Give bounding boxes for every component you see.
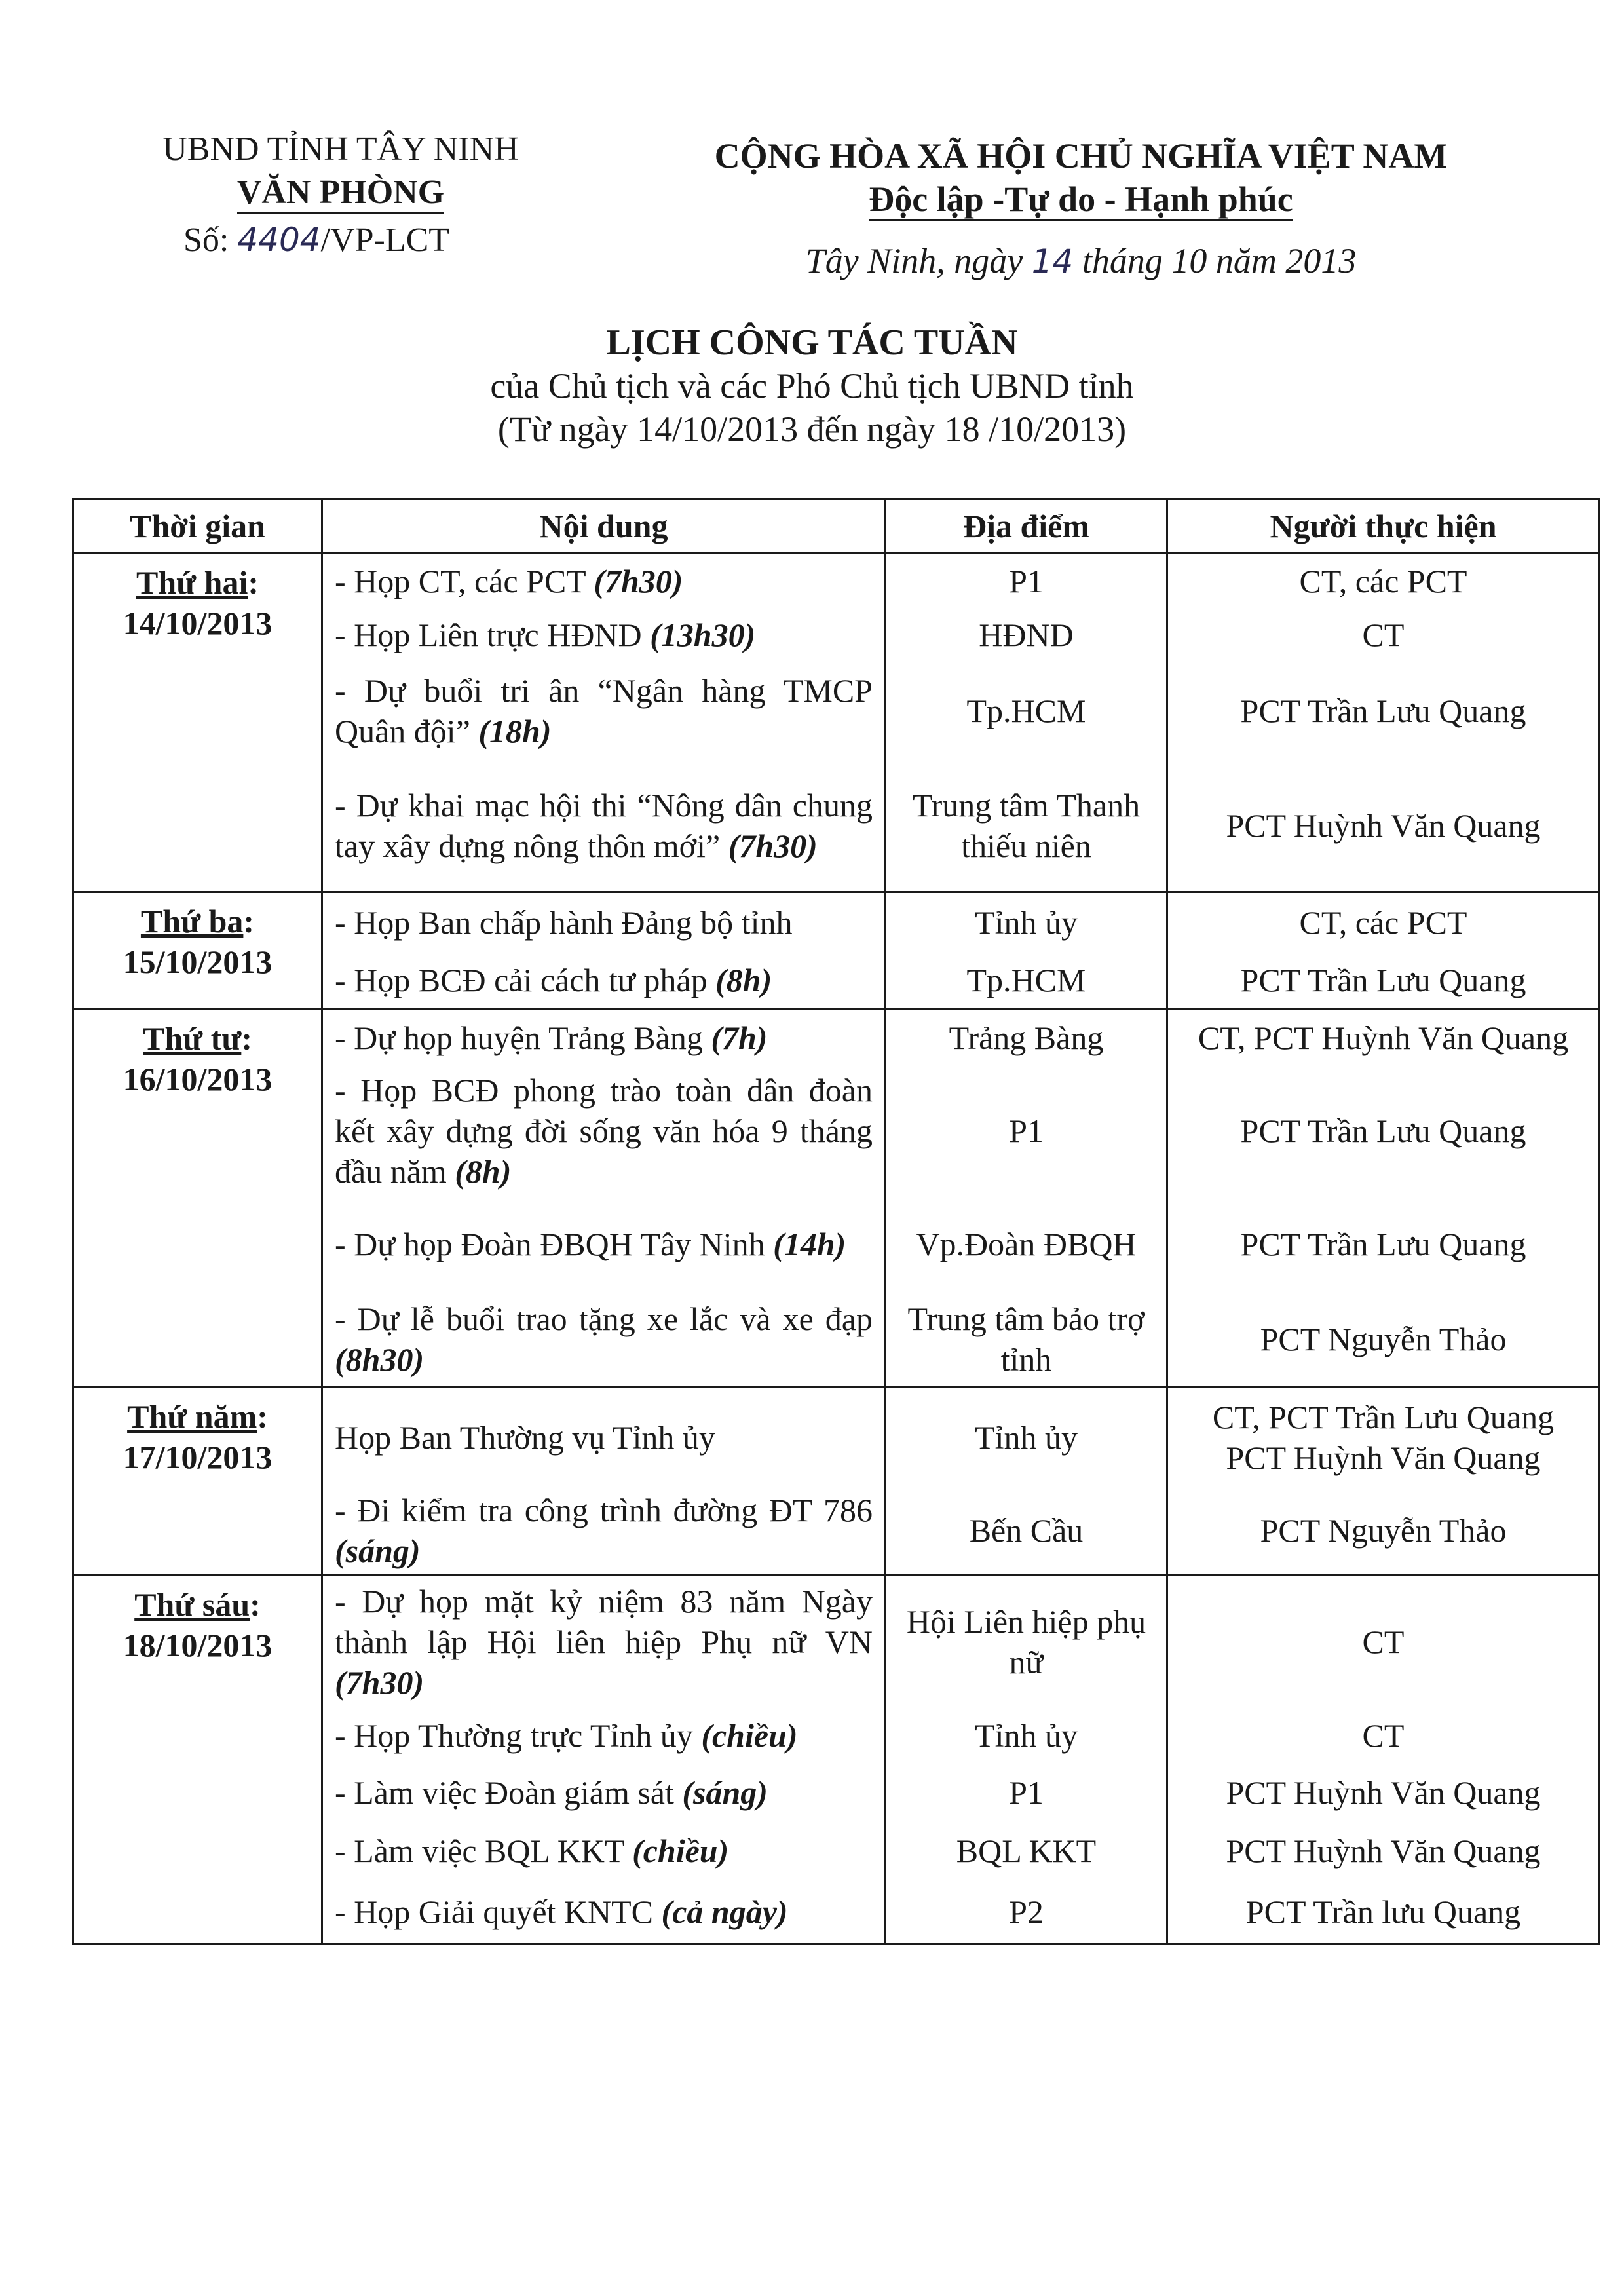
day-date: 18/10/2013: [123, 1627, 273, 1663]
title-block: [0, 321, 1624, 451]
schedule-item-place: Tỉnh ủy: [975, 1419, 1078, 1456]
item-text: - Làm việc BQL KKT (chiều): [335, 1832, 729, 1869]
item-time: (14h): [773, 1226, 846, 1262]
day-date: 15/10/2013: [123, 943, 273, 980]
schedule-item-place: Tp.HCM: [966, 962, 1086, 998]
schedule-item-content: [323, 1821, 884, 1880]
item-text: - Làm việc Đoàn giám sát (sáng): [335, 1774, 768, 1811]
day-cell: [73, 1010, 322, 1388]
schedule-item-place: Tỉnh ủy: [975, 1717, 1078, 1754]
content-cell: [322, 1576, 886, 1944]
item-time: (8h): [715, 962, 772, 998]
item-time: (sáng): [682, 1774, 768, 1811]
item-time: (18h): [478, 713, 552, 749]
schedule-item-person: PCT Nguyễn Thảo: [1260, 1321, 1507, 1357]
day-name-line: Thứ tư:: [143, 1020, 252, 1057]
schedule-item-place: Trung tâm Thanh thiếu niên: [912, 787, 1141, 864]
schedule-item-place: P1: [1009, 1774, 1044, 1811]
day-row: [73, 1010, 1600, 1388]
schedule-item-person: PCT Trần Lưu Quang: [1240, 692, 1526, 729]
schedule-item-content: [323, 1487, 884, 1574]
doc-no-suffix: /VP-LCT: [320, 221, 450, 259]
schedule-item-place: Tỉnh ủy: [975, 904, 1078, 941]
day-name: Thứ sáu: [134, 1586, 250, 1623]
country-name: CỘNG HÒA XÃ HỘI CHỦ NGHĨA VIỆT NAM: [714, 136, 1448, 176]
schedule-item-person: CT, các PCT: [1299, 563, 1467, 599]
item-time: (7h30): [728, 827, 818, 864]
schedule-item-content: [323, 1388, 884, 1487]
item-text: - Dự họp mặt kỷ niệm 83 năm Ngày thành lập Hội liên hiệp Phụ nữ VN (7h30): [335, 1583, 873, 1701]
item-text: - Đi kiểm tra công trình đường ĐT 786 (sáng): [335, 1492, 873, 1569]
schedule-body: [73, 554, 1600, 1944]
content-cell: [322, 1388, 886, 1576]
item-text: - Dự họp Đoàn ĐBQH Tây Ninh (14h): [335, 1226, 846, 1262]
schedule-item-place: Tp.HCM: [966, 692, 1086, 729]
col-header-person: Người thực hiện: [1167, 499, 1600, 554]
item-time: (8h): [455, 1153, 512, 1190]
schedule-item-person: PCT Huỳnh Văn Quang: [1226, 1774, 1541, 1811]
item-text: - Dự họp huyện Trảng Bàng (7h): [335, 1019, 768, 1056]
place-cell: [886, 1010, 1167, 1388]
day-row: [73, 1576, 1600, 1944]
item-text: - Dự lễ buổi trao tặng xe lắc và xe đạp (8h30): [335, 1300, 873, 1378]
schedule-item-place: Hội Liên hiệp phụ nữ: [906, 1603, 1146, 1680]
schedule-item-person: PCT Huỳnh Văn Quang: [1226, 807, 1541, 844]
issuer-block: [85, 128, 596, 262]
day-row: [73, 554, 1600, 892]
doc-no-handwritten: 4404: [237, 221, 321, 259]
schedule-item-place: Trảng Bàng: [949, 1019, 1104, 1056]
authority-name: UBND TỈNH TÂY NINH: [162, 130, 519, 168]
content-cell: [322, 554, 886, 892]
national-header: [675, 134, 1487, 283]
doc-no-prefix: Số:: [183, 221, 238, 259]
day-name-line: Thứ sáu:: [134, 1586, 261, 1623]
schedule-item-place: Trung tâm bảo trợ tỉnh: [907, 1300, 1145, 1378]
day-name-line: Thứ năm:: [127, 1398, 268, 1435]
place-cell: [886, 892, 1167, 1010]
schedule-item-person: CT: [1362, 1623, 1405, 1660]
schedule-item-person: CT, PCT Huỳnh Văn Quang: [1198, 1019, 1569, 1056]
person-cell: [1167, 892, 1600, 1010]
place-suffix: tháng 10 năm 2013: [1073, 241, 1357, 280]
schedule-item-place: P1: [1009, 1112, 1044, 1149]
schedule-item-person: PCT Huỳnh Văn Quang: [1226, 1832, 1541, 1869]
person-cell: [1167, 1010, 1600, 1388]
item-time: (chiều): [632, 1832, 729, 1869]
schedule-item-person: CT: [1362, 616, 1405, 653]
schedule-item-person: PCT Trần Lưu Quang: [1240, 962, 1526, 998]
schedule-item-person: CT: [1362, 1717, 1405, 1754]
document-subtitle: của Chủ tịch và các Phó Chủ tịch UBND tỉnh: [490, 366, 1134, 406]
day-name-line: Thứ ba:: [140, 903, 255, 939]
item-time: (sáng): [335, 1532, 421, 1569]
schedule-item-content: [323, 662, 884, 760]
content-cell: [322, 892, 886, 1010]
item-time: (7h): [711, 1019, 768, 1056]
day-row: [73, 892, 1600, 1010]
day-row: [73, 1388, 1600, 1576]
place-cell: [886, 1388, 1167, 1576]
schedule-item-person: PCT Trần lưu Quang: [1245, 1893, 1521, 1930]
schedule-item-content: [323, 1764, 884, 1821]
day-name: Thứ ba: [140, 903, 244, 939]
schedule-item-content: [323, 952, 884, 1008]
day-name-line: Thứ hai:: [136, 564, 259, 601]
day-date: 16/10/2013: [123, 1061, 273, 1097]
col-header-time: Thời gian: [73, 499, 322, 554]
day-name: Thứ năm: [127, 1398, 257, 1435]
document-number: [85, 218, 596, 262]
day-cell: [73, 1576, 322, 1944]
day-date: 14/10/2013: [123, 605, 273, 641]
day-cell: [73, 554, 322, 892]
place-prefix: Tây Ninh, ngày: [805, 241, 1032, 280]
schedule-item-content: [323, 893, 884, 952]
person-cell: [1167, 1576, 1600, 1944]
item-text: - Họp BCĐ cải cách tư pháp (8h): [335, 962, 772, 998]
schedule-item-person: PCT Trần Lưu Quang: [1240, 1112, 1526, 1149]
schedule-table: [72, 498, 1600, 1945]
item-text: - Họp BCĐ phong trào toàn dân đoàn kết xây dựng đời sống văn hóa 9 tháng đầu năm (8h): [335, 1072, 873, 1190]
schedule-item-content: [323, 1880, 884, 1943]
item-text: - Họp Thường trực Tỉnh ủy (chiều): [335, 1717, 798, 1754]
person-cell: [1167, 554, 1600, 892]
schedule-item-content: [323, 1707, 884, 1764]
item-text: - Dự buổi tri ân “Ngân hàng TMCP Quân đội” (18h): [335, 672, 873, 749]
schedule-item-content: [323, 1292, 884, 1386]
day-handwritten: 14: [1031, 242, 1074, 280]
schedule-item-place: BQL KKT: [956, 1832, 1097, 1869]
schedule-item-content: [323, 1010, 884, 1065]
schedule-item-content: [323, 554, 884, 608]
place-date: [675, 239, 1487, 283]
item-time: (7h30): [594, 563, 683, 599]
schedule-item-content: [323, 1196, 884, 1292]
col-header-place: Địa điểm: [886, 499, 1167, 554]
item-time: (8h30): [335, 1341, 425, 1378]
item-text: - Họp Liên trực HĐND (13h30): [335, 616, 756, 653]
schedule-item-content: [323, 608, 884, 662]
item-time: (7h30): [335, 1664, 425, 1701]
day-cell: [73, 892, 322, 1010]
item-time: (cả ngày): [661, 1893, 788, 1930]
item-text: - Dự khai mạc hội thi “Nông dân chung tay xây dựng nông thôn mới” (7h30): [335, 787, 873, 864]
item-text: - Họp Ban chấp hành Đảng bộ tỉnh: [335, 904, 793, 941]
place-cell: [886, 1576, 1167, 1944]
table-header-row: [73, 499, 1600, 554]
schedule-item-place: Vp.Đoàn ĐBQH: [916, 1226, 1137, 1262]
day-cell: [73, 1388, 322, 1576]
col-header-content: Nội dung: [322, 499, 886, 554]
schedule-item-content: [323, 760, 884, 891]
schedule-item-place: P2: [1009, 1893, 1044, 1930]
date-range: (Từ ngày 14/10/2013 đến ngày 18 /10/2013): [497, 409, 1127, 449]
national-motto: Độc lập -Tự do - Hạnh phúc: [869, 180, 1293, 221]
item-text: - Họp Giải quyết KNTC (cả ngày): [335, 1893, 788, 1930]
schedule-item-person: CT, các PCT: [1299, 904, 1467, 941]
day-date: 17/10/2013: [123, 1439, 273, 1475]
schedule-item-person: PCT Nguyễn Thảo: [1260, 1512, 1507, 1549]
day-name: Thứ tư: [143, 1020, 242, 1057]
schedule-item-place: HĐND: [979, 616, 1074, 653]
day-name: Thứ hai: [136, 564, 248, 601]
schedule-item-person: CT, PCT Trần Lưu Quang PCT Huỳnh Văn Quang: [1212, 1399, 1555, 1476]
person-cell: [1167, 1388, 1600, 1576]
schedule-item-person: PCT Trần Lưu Quang: [1240, 1226, 1526, 1262]
item-text: - Họp CT, các PCT (7h30): [335, 563, 683, 599]
schedule-item-place: Bến Cầu: [969, 1512, 1084, 1549]
item-time: (13h30): [650, 616, 756, 653]
item-time: (chiều): [701, 1717, 798, 1754]
place-cell: [886, 554, 1167, 892]
schedule-item-content: [323, 1065, 884, 1196]
schedule-item-place: P1: [1009, 563, 1044, 599]
document-title: LỊCH CÔNG TÁC TUẦN: [606, 322, 1018, 363]
content-cell: [322, 1010, 886, 1388]
item-text: Họp Ban Thường vụ Tỉnh ủy: [335, 1419, 715, 1456]
office-name: VĂN PHÒNG: [237, 173, 444, 214]
schedule-item-content: [323, 1576, 884, 1707]
